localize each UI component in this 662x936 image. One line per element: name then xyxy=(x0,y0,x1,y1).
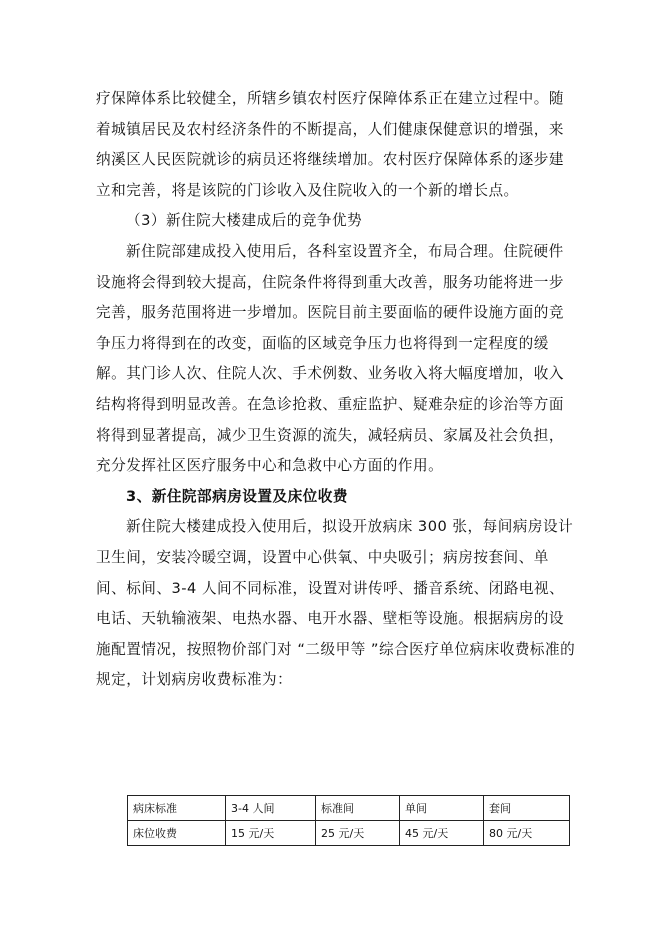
subheading-competitive-advantage: （3）新住院大楼建成后的竞争优势 xyxy=(126,212,363,230)
table-cell: 3-4 人间 xyxy=(226,796,316,821)
paragraph-advantage: 新住院部建成投入使用后，各科室设置齐全，布局合理。住院硬件设施将会得到较大提高，住院条件将得到重大改善，服务功能将进一步完善，服务范围将进一步增加。医院目前主要面临的硬件设施方面的竞争压力将得到在的改变，面临的区域竞争压力也将得到一定程度的缓解。其门诊人次、住院人次、手术例数、业务收入将大幅度增加，收入结构将得到明显改善。在急诊抢救、重症监护、疑难杂症的诊治等方面将得到显著提高，减少卫生资源的流失，减轻病员、家属及社会负担，充分发挥社区医疗服务中心和急救中心方面的作用。 xyxy=(96,242,564,475)
paragraph-insurance: 疗保障体系比较健全，所辖乡镇农村医疗保障体系正在建立过程中。随着城镇居民及农村经济条件的不断提高，人们健康保健意识的增强，来纳溪区人民医院就诊的病员还将继续增加。农村医疗保障体系的逐步建立和完善，将是该院的门诊收入及住院收入的一个新的增长点。 xyxy=(96,90,564,199)
paragraph-ward-setup: 新住院大楼建成投入使用后，拟设开放病床 300 张，每间病房设计卫生间，安装冷暖空调，设置中心供氧、中央吸引；病房按套间、单间、标间、3-4 人间不同标准，设置对讲传呼、播音系统、闭路电视、电话、天轨输液架、电热水器、电开水器、壁柜等设施。根据病房的设施配置情况，按照物价部门对 “二级甲等 ”综合医疗单位病床收费标准的规定，计划病房收费标准为： xyxy=(96,518,576,689)
table-cell: 套间 xyxy=(484,796,570,821)
table-cell: 标准间 xyxy=(316,796,400,821)
table-row xyxy=(128,821,570,846)
bed-fee-table xyxy=(127,795,570,846)
table-cell: 单间 xyxy=(400,796,484,821)
section-heading-ward-setup: 3、新住院部病房设置及床位收费 xyxy=(126,487,348,505)
table-header-row xyxy=(128,796,570,821)
body-text xyxy=(96,84,576,696)
table-cell: 15 元/天 xyxy=(226,821,316,846)
table-cell: 病床标准 xyxy=(128,796,226,821)
table-cell: 80 元/天 xyxy=(484,821,570,846)
table-cell: 45 元/天 xyxy=(400,821,484,846)
table-cell: 床位收费 xyxy=(128,821,226,846)
table-cell: 25 元/天 xyxy=(316,821,400,846)
